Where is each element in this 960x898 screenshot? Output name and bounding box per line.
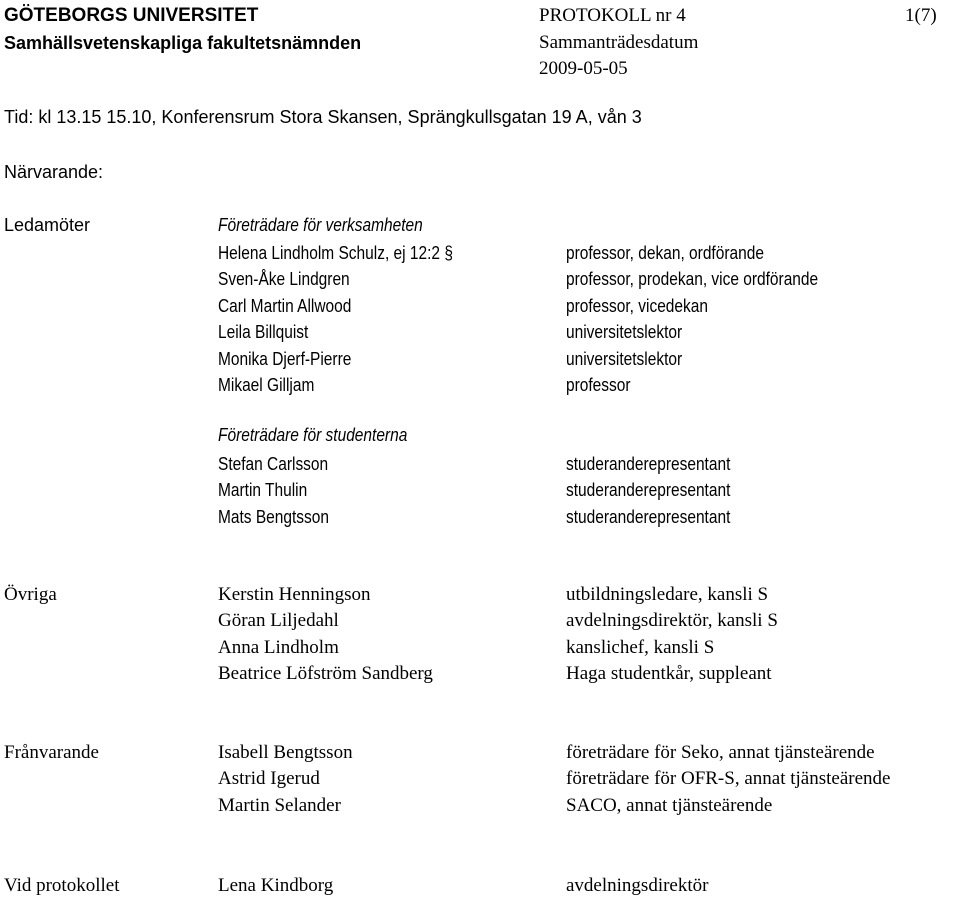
page-number: 1(7) <box>905 5 937 26</box>
person-name: Kerstin Henningson <box>218 584 371 605</box>
person-name: Beatrice Löfström Sandberg <box>218 663 433 685</box>
protocol-number: PROTOKOLL nr 4 <box>539 5 686 26</box>
present-heading: Närvarande: <box>4 162 104 182</box>
students-roles-list <box>566 451 730 530</box>
students-names-list <box>218 451 329 530</box>
member-role: studeranderepresentant <box>566 480 731 501</box>
meeting-date-label: Sammanträdesdatum <box>539 32 699 53</box>
absent-roles-list <box>566 740 890 819</box>
member-name: Stefan Carlsson <box>218 454 329 474</box>
person-name: Isabell Bengtsson <box>218 742 353 763</box>
absent-label: Frånvarande <box>4 742 99 763</box>
faculty-board-name: Samhällsvetenskapliga fakultetsnämnden <box>4 33 362 53</box>
person-role: Haga studentkår, suppleant <box>566 663 772 685</box>
person-role: utbildningsledare, kansli S <box>566 584 769 605</box>
member-role: studeranderepresentant <box>566 454 731 474</box>
member-role: professor, prodekan, vice ordförande <box>566 269 819 290</box>
person-role: kanslichef, kansli S <box>566 636 715 658</box>
group-heading-students: Företrädare för studenterna <box>218 425 408 445</box>
member-name: Mikael Gilljam <box>218 374 315 395</box>
person-name: Martin Selander <box>218 794 341 816</box>
operations-roles-list <box>566 240 818 398</box>
member-role: professor, vicedekan <box>566 295 708 316</box>
minutes-taker-name: Lena Kindborg <box>218 875 334 896</box>
member-name: Mats Bengtsson <box>218 506 330 527</box>
member-name: Martin Thulin <box>218 480 308 501</box>
member-name: Monika Djerf-Pierre <box>218 348 352 369</box>
member-role: universitetslektor <box>566 348 683 369</box>
minutes-taker-role: avdelningsdirektör <box>566 875 709 896</box>
person-role: SACO, annat tjänsteärende <box>566 794 773 816</box>
person-role: avdelningsdirektör, kansli S <box>566 610 778 632</box>
time-and-place: Tid: kl 13.15 15.10, Konferensrum Stora Skansen, Sprängkullsgatan 19 A, vån 3 <box>4 107 642 127</box>
member-name: Leila Billquist <box>218 322 309 343</box>
member-name: Helena Lindholm Schulz, ej 12:2 § <box>218 243 453 263</box>
member-role: professor, dekan, ordförande <box>566 243 764 263</box>
operations-names-list <box>218 240 453 398</box>
others-label: Övriga <box>4 584 57 605</box>
member-role: universitetslektor <box>566 322 683 343</box>
university-name: GÖTEBORGS UNIVERSITET <box>4 5 259 26</box>
member-role: professor <box>566 374 631 395</box>
absent-names-list <box>218 740 353 819</box>
person-name: Göran Liljedahl <box>218 610 339 632</box>
person-name: Astrid Igerud <box>218 768 320 790</box>
minutes-label: Vid protokollet <box>4 875 120 896</box>
members-label: Ledamöter <box>4 215 91 235</box>
others-names-list <box>218 582 433 688</box>
group-heading-operations: Företrädare för verksamheten <box>218 215 423 235</box>
member-name: Carl Martin Allwood <box>218 295 352 316</box>
member-role: studeranderepresentant <box>566 506 731 527</box>
person-role: företrädare för Seko, annat tjänsteärende <box>566 742 875 763</box>
person-name: Anna Lindholm <box>218 636 339 658</box>
member-name: Sven-Åke Lindgren <box>218 269 350 290</box>
others-roles-list <box>566 582 778 688</box>
person-role: företrädare för OFR-S, annat tjänsteärende <box>566 768 891 790</box>
meeting-date: 2009-05-05 <box>539 58 628 79</box>
